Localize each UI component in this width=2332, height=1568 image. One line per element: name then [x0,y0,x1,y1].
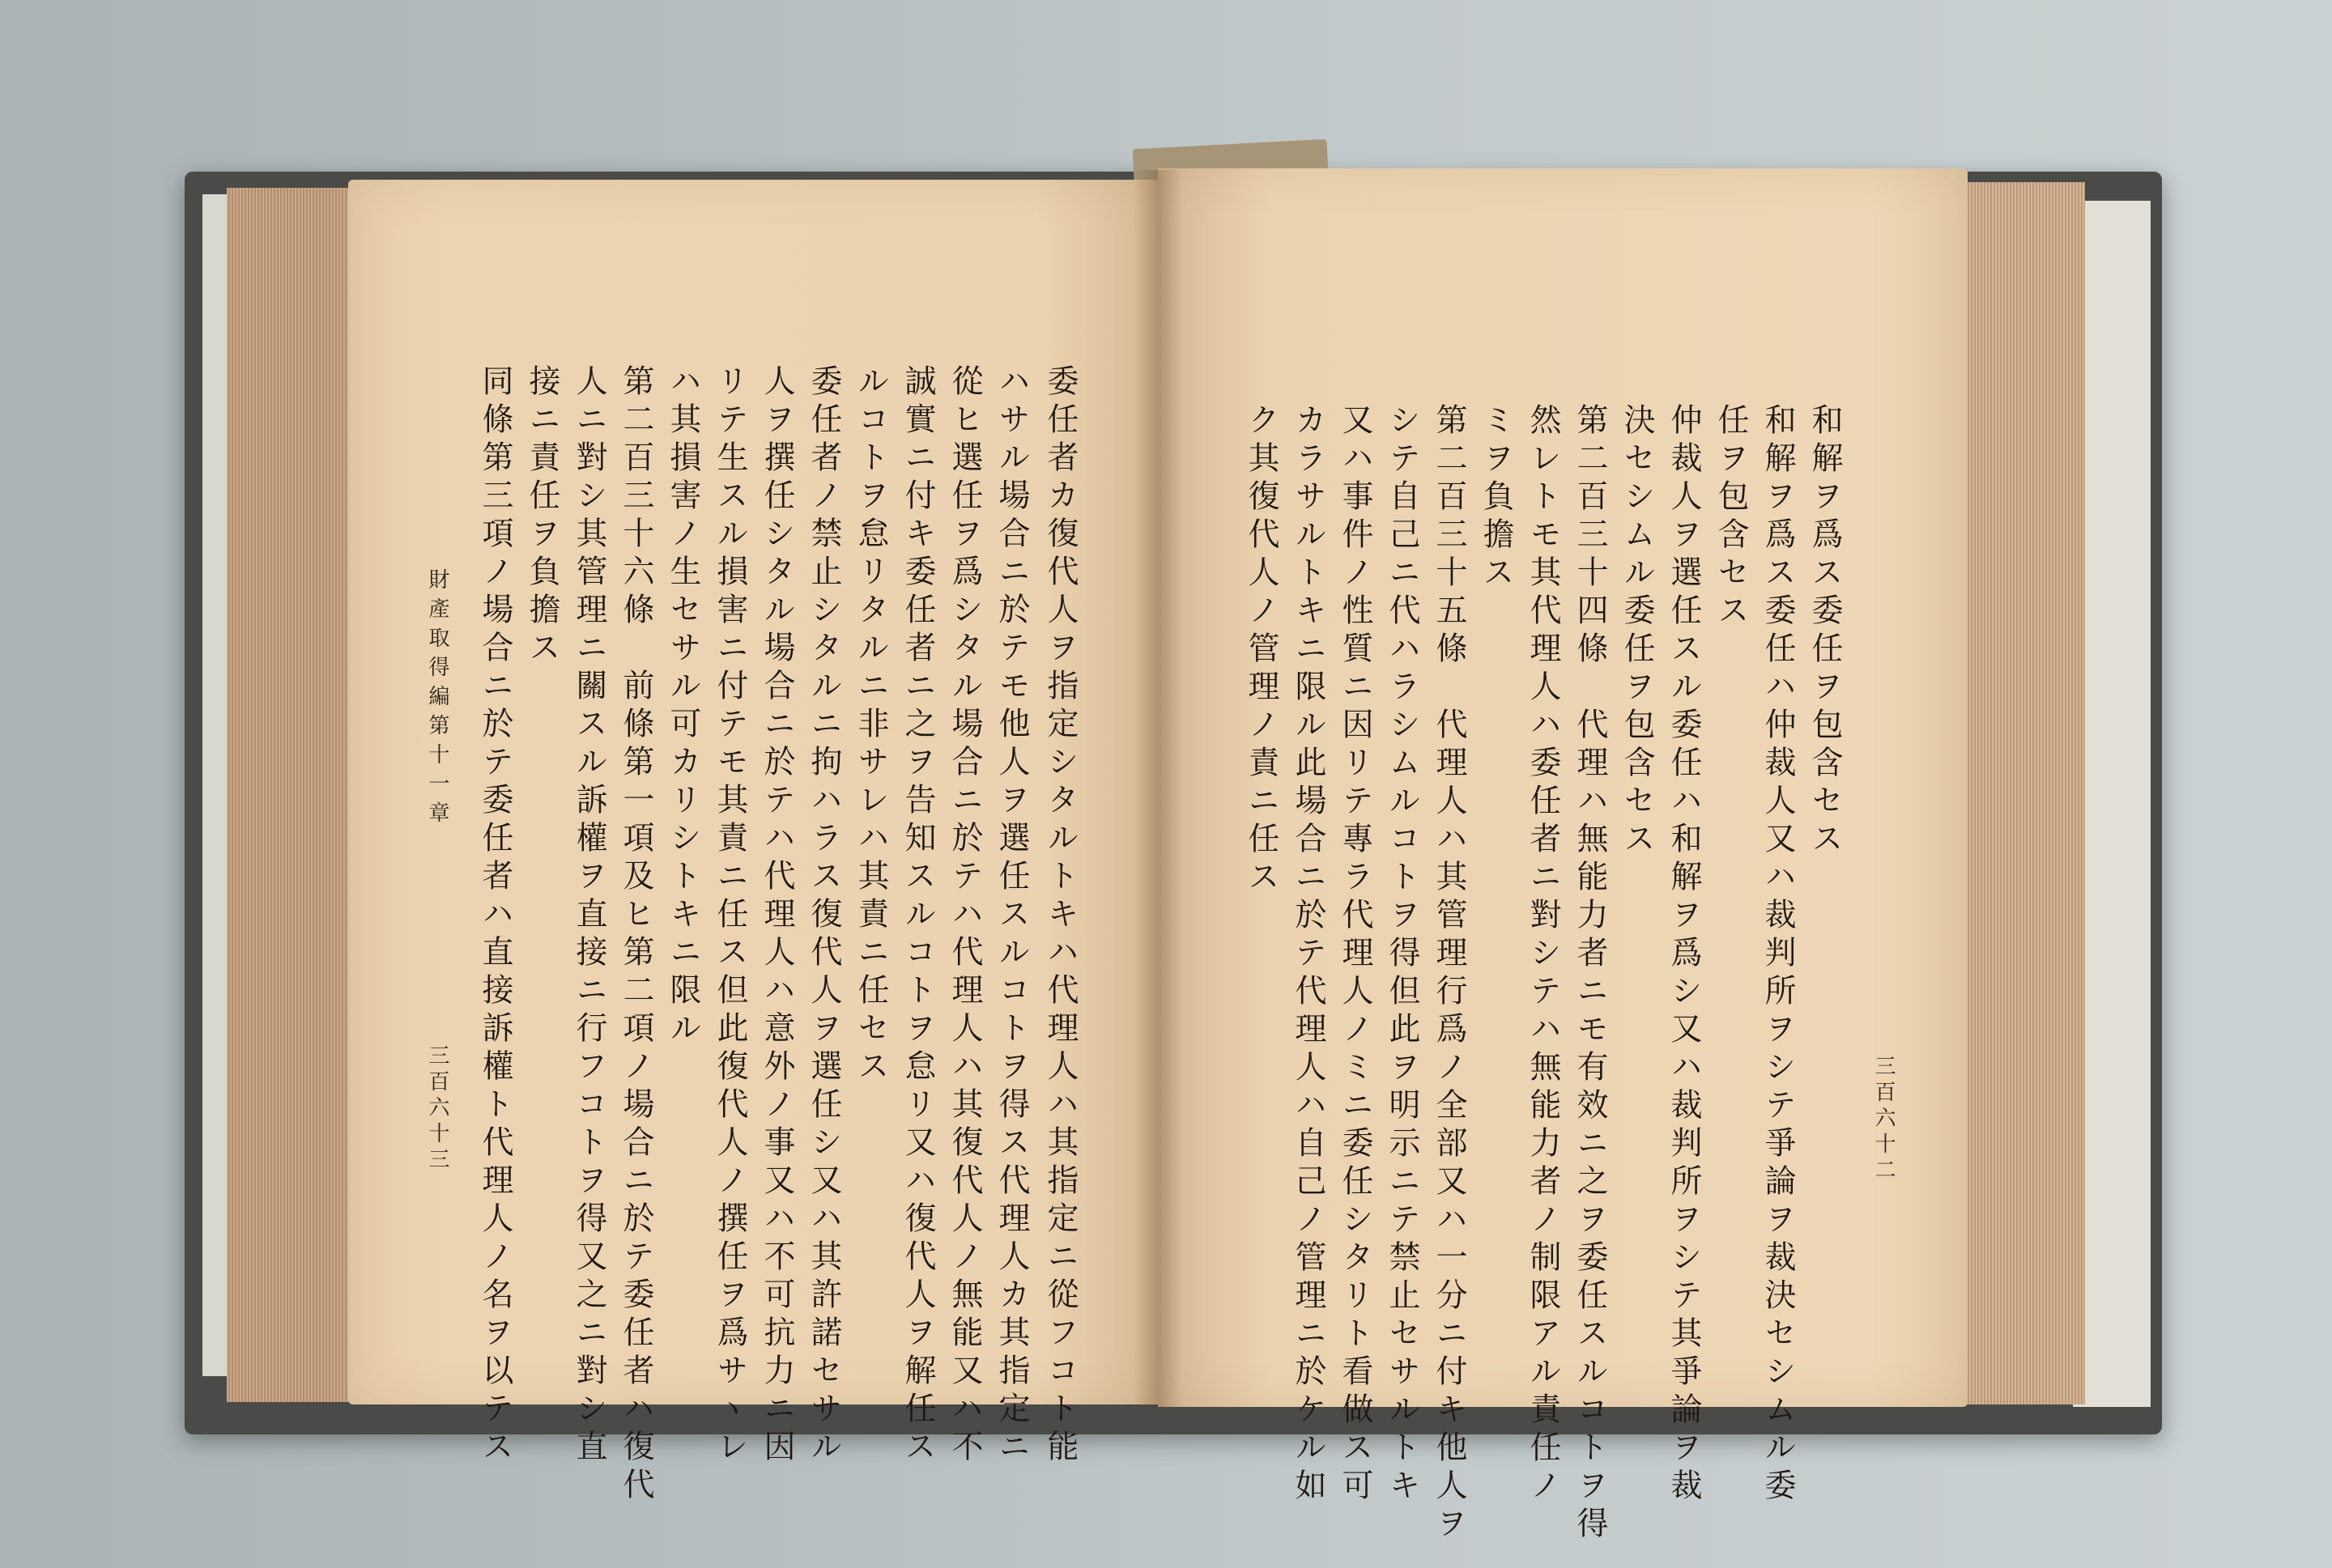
right-col-1: 和解ヲ爲ス委任ヲ包含セス [1806,403,1843,860]
left-col-1: 委任者カ復代人ヲ指定シタルトキハ代理人ハ其指定ニ從フコト能 [1042,364,1079,1468]
left-col-7: 人ヲ撰任シタル場合ニ於テハ代理人ハ意外ノ事又ハ不可抗力ニ因 [759,364,795,1468]
left-col-5: ルコトヲ怠リタルニ非サレハ其責ニ任セス [853,364,889,1087]
left-page-columns [348,180,1158,1506]
left-page-number: 三百六十三 [425,1044,449,1174]
left-col-11: 人ニ對シ其管理ニ關スル訴權ヲ直接ニ行フコトヲ得又之ニ對シ直 [571,364,607,1468]
right-page [1158,168,1968,1545]
right-col-5: 決セシムル委任ヲ包含セス [1619,403,1655,860]
right-col-8: ミヲ負擔ス [1478,403,1514,593]
right-col-7: 然レトモ其代理人ハ委任者ニ對シテハ無能力者ノ制限アル責任ノ [1525,403,1561,1506]
left-col-6: 委任者ノ禁止シタルニ拘ハラス復代人ヲ選任シ又ハ其許諾セサル [806,364,842,1468]
right-col-3: 任ヲ包含セス [1713,403,1749,631]
right-col-13: ク其復代人ノ管理ノ責ニ任ス [1243,403,1279,898]
running-head: 財產取得編第十一章 [425,568,449,831]
left-col-4: 誠實ニ付キ委任者ニ之ヲ告知スルコトヲ怠リ又ハ復代人ヲ解任ス [900,364,936,1468]
left-col-10: 第二百三十六條 前條第一項及ヒ第二項ノ場合ニ於テ委任者ハ復代 [618,364,654,1506]
right-col-12: カラサルトキニ限ル此場合ニ於テ代理人ハ自己ノ管理ニ於ケル如 [1290,403,1326,1506]
left-col-8: リテ生スル損害ニ付テモ其責ニ任ス但此復代人ノ撰任ヲ爲サヽレ [712,364,748,1468]
spine-gutter [1134,170,1182,1407]
left-page [348,180,1158,1506]
left-page-edges [227,188,364,1402]
right-page-number: 三百六十二 [1871,1055,1896,1184]
right-col-10: シテ自己ニ代ハラシムルコトヲ得但此ヲ明示ニテ禁止セサルトキ [1384,403,1420,1506]
right-col-2: 和解ヲ爲ス委任ハ仲裁人又ハ裁判所ヲシテ爭論ヲ裁決セシムル委 [1760,403,1796,1506]
left-col-13: 同條第三項ノ場合ニ於テ委任者ハ直接訴權ト代理人ノ名ヲ以テス [477,364,513,1468]
right-col-6: 第二百三十四條 代理ハ無能力者ニモ有效ニ之ヲ委任スルコトヲ得 [1572,403,1608,1545]
left-col-2: ハサル場合ニ於テモ他人ヲ選任スルコトヲ得ス代理人カ其指定ニ [994,364,1030,1468]
left-col-12: 接ニ責任ヲ負擔ス [524,364,560,669]
right-col-9: 第二百三十五條 代理人ハ其管理行爲ノ全部又ハ一分ニ付キ他人ヲ [1431,403,1467,1545]
right-col-11: 又ハ事件ノ性質ニ因リテ專ラ代理人ノミニ委任シタリト看做ス可 [1337,403,1373,1506]
left-col-9: ハ其損害ノ生セサル可カリシトキニ限ル [665,364,701,1049]
right-page-columns [1158,168,1968,1545]
right-col-4: 仲裁人ヲ選任スル委任ハ和解ヲ爲シ又ハ裁判所ヲシテ其爭論ヲ裁 [1666,403,1702,1506]
left-col-3: 從ヒ選任ヲ爲シタル場合ニ於テハ代理人ハ其復代人ノ無能又ハ不 [947,364,983,1468]
